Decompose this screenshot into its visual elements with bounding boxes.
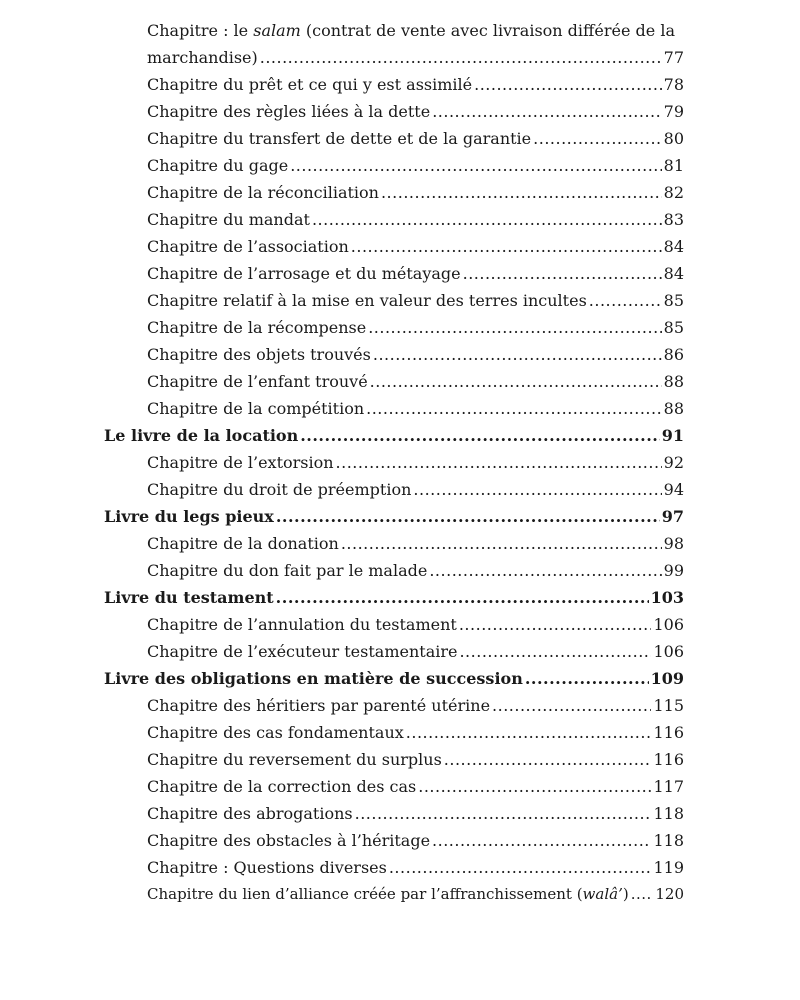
toc-chapter-entry <box>104 341 684 368</box>
toc-entry-title: Chapitre de l’extorsion <box>147 453 334 472</box>
toc-chapter-entry <box>104 179 684 206</box>
dot-leader <box>290 152 661 179</box>
toc-page-number: 120 <box>655 885 684 903</box>
toc-entry-title: Chapitre des abrogations <box>147 804 353 823</box>
dot-leader <box>533 125 662 152</box>
toc-page-number: 115 <box>653 696 684 715</box>
toc-chapter-entry <box>104 287 684 314</box>
toc-entry-title: Livre des obligations en matière de succession <box>104 669 523 688</box>
toc-page-number: 98 <box>663 534 684 553</box>
toc-chapter-entry <box>104 98 684 125</box>
toc-entry-title: Chapitre de l’annulation du testament <box>147 615 457 634</box>
toc-page-number: 117 <box>653 777 684 796</box>
toc-entry-title: Chapitre de la compétition <box>147 399 365 418</box>
toc-page-number: 80 <box>663 129 684 148</box>
dot-leader <box>260 44 662 71</box>
toc-page-number: 109 <box>650 669 684 688</box>
toc-page-number: 86 <box>663 345 684 364</box>
toc-entry-italic-term: walâ’ <box>582 885 623 903</box>
toc-entry-title: Chapitre de la correction des cas <box>147 777 417 796</box>
dot-leader <box>631 881 654 908</box>
dot-leader <box>368 314 661 341</box>
toc-entry-title: Chapitre : Questions diverses <box>147 858 387 877</box>
toc-entry-text: Chapitre du lien d’alliance créée par l’affranchissement ( <box>147 885 583 903</box>
toc-entry-title: Chapitre du mandat <box>147 210 310 229</box>
toc-chapter-entry <box>104 773 684 800</box>
toc-chapter-entry <box>104 395 684 422</box>
dot-leader <box>525 665 649 692</box>
dot-leader <box>418 773 651 800</box>
toc-chapter-entry <box>104 746 684 773</box>
toc-chapter-entry <box>104 827 684 854</box>
toc-entry-title: Chapitre des obstacles à l’héritage <box>147 831 431 850</box>
toc-page-number: 83 <box>663 210 684 229</box>
toc-page-number: 103 <box>650 588 684 607</box>
dot-leader <box>432 98 661 125</box>
toc-chapter-entry <box>104 71 684 98</box>
toc-page-number: 99 <box>663 561 684 580</box>
toc-chapter-entry <box>104 530 684 557</box>
dot-leader <box>351 233 662 260</box>
dot-leader <box>276 503 660 530</box>
toc-chapter-entry <box>104 233 684 260</box>
toc-page-number: 92 <box>663 453 684 472</box>
toc-entry-title <box>147 881 629 908</box>
toc-page-number: 88 <box>663 399 684 418</box>
toc-page-number: 118 <box>653 831 684 850</box>
toc-entry-title: Chapitre de l’arrosage et du métayage <box>147 264 461 283</box>
toc-entry-title: Chapitre du droit de préemption <box>147 480 412 499</box>
toc-entry-title: Livre du testament <box>104 588 274 607</box>
table-of-contents <box>104 17 684 908</box>
toc-page-number: 84 <box>663 237 684 256</box>
toc-chapter-entry <box>104 854 684 881</box>
toc-chapter-entry <box>104 44 684 71</box>
dot-leader <box>373 341 662 368</box>
toc-chapter-entry <box>104 692 684 719</box>
dot-leader <box>459 638 651 665</box>
dot-leader <box>463 260 662 287</box>
toc-entry-title: Chapitre des cas fondamentaux <box>147 723 404 742</box>
toc-book-entry <box>104 665 684 692</box>
dot-leader <box>300 422 660 449</box>
toc-entry-title: Chapitre des règles liées à la dette <box>147 102 431 121</box>
dot-leader <box>341 530 662 557</box>
dot-leader <box>381 179 662 206</box>
toc-entry-title: Le livre de la location <box>104 426 299 445</box>
toc-page-number: 118 <box>653 804 684 823</box>
toc-entry-title: marchandise) <box>147 48 258 67</box>
toc-page-number: 119 <box>653 858 684 877</box>
toc-page-number: 77 <box>663 48 684 67</box>
toc-entry-title: Livre du legs pieux <box>104 507 274 526</box>
toc-entry-title: Chapitre du prêt et ce qui y est assimilé <box>147 75 473 94</box>
toc-entry-title: Chapitre de l’association <box>147 237 349 256</box>
toc-entry-italic-term: salam <box>253 21 301 40</box>
dot-leader <box>413 476 661 503</box>
toc-entry-text: ) <box>622 885 629 903</box>
toc-page-number: 91 <box>661 426 684 445</box>
toc-chapter-entry <box>104 881 684 908</box>
toc-page-number: 116 <box>653 723 684 742</box>
toc-chapter-entry <box>104 449 684 476</box>
toc-page-number: 79 <box>663 102 684 121</box>
toc-page-number: 82 <box>663 183 684 202</box>
dot-leader <box>389 854 652 881</box>
toc-page-number: 81 <box>663 156 684 175</box>
toc-chapter-entry <box>104 611 684 638</box>
toc-entry-title: Chapitre de l’enfant trouvé <box>147 372 368 391</box>
toc-chapter-entry <box>104 260 684 287</box>
toc-chapter-entry <box>104 152 684 179</box>
toc-chapter-entry <box>104 125 684 152</box>
toc-book-entry <box>104 584 684 611</box>
toc-page-number: 94 <box>663 480 684 499</box>
toc-entry-text: (contrat de vente avec livraison différée de la <box>300 21 675 40</box>
toc-entry-title: Chapitre du don fait par le malade <box>147 561 428 580</box>
toc-page-number: 85 <box>663 291 684 310</box>
toc-page-number: 106 <box>653 615 684 634</box>
toc-page-number: 88 <box>663 372 684 391</box>
dot-leader <box>432 827 651 854</box>
dot-leader <box>366 395 662 422</box>
toc-entry-title: Chapitre relatif à la mise en valeur des terres incultes <box>147 291 587 310</box>
toc-entry-first-line <box>104 17 684 44</box>
toc-chapter-entry <box>104 368 684 395</box>
toc-entry-title: Chapitre des héritiers par parenté utérine <box>147 696 491 715</box>
dot-leader <box>406 719 652 746</box>
toc-chapter-entry <box>104 557 684 584</box>
toc-page-number: 116 <box>653 750 684 769</box>
toc-entry-title: Chapitre du gage <box>147 156 289 175</box>
dot-leader <box>444 746 652 773</box>
toc-page-number: 78 <box>663 75 684 94</box>
toc-chapter-entry <box>104 476 684 503</box>
toc-book-entry <box>104 503 684 530</box>
dot-leader <box>589 287 662 314</box>
toc-entry-title: Chapitre de la donation <box>147 534 339 553</box>
toc-entry-title: Chapitre de l’exécuteur testamentaire <box>147 642 458 661</box>
toc-chapter-entry <box>104 314 684 341</box>
toc-page-number: 97 <box>661 507 684 526</box>
toc-entry-title: Chapitre de la récompense <box>147 318 367 337</box>
toc-chapter-entry <box>104 206 684 233</box>
toc-entry-title: Chapitre du transfert de dette et de la garantie <box>147 129 532 148</box>
toc-page-number: 85 <box>663 318 684 337</box>
dot-leader <box>355 800 652 827</box>
toc-book-entry <box>104 422 684 449</box>
dot-leader <box>492 692 651 719</box>
toc-page-number: 106 <box>653 642 684 661</box>
dot-leader <box>429 557 661 584</box>
dot-leader <box>336 449 662 476</box>
toc-chapter-entry <box>104 800 684 827</box>
toc-chapter-entry <box>104 719 684 746</box>
dot-leader <box>312 206 662 233</box>
toc-entry-title: Chapitre des objets trouvés <box>147 345 371 364</box>
dot-leader <box>459 611 652 638</box>
toc-entry-title: Chapitre du reversement du surplus <box>147 750 442 769</box>
dot-leader <box>370 368 662 395</box>
dot-leader <box>276 584 649 611</box>
dot-leader <box>474 71 662 98</box>
toc-chapter-entry <box>104 638 684 665</box>
toc-entry-title: Chapitre de la réconciliation <box>147 183 379 202</box>
toc-page-number: 84 <box>663 264 684 283</box>
toc-entry-text: Chapitre : le <box>147 21 254 40</box>
